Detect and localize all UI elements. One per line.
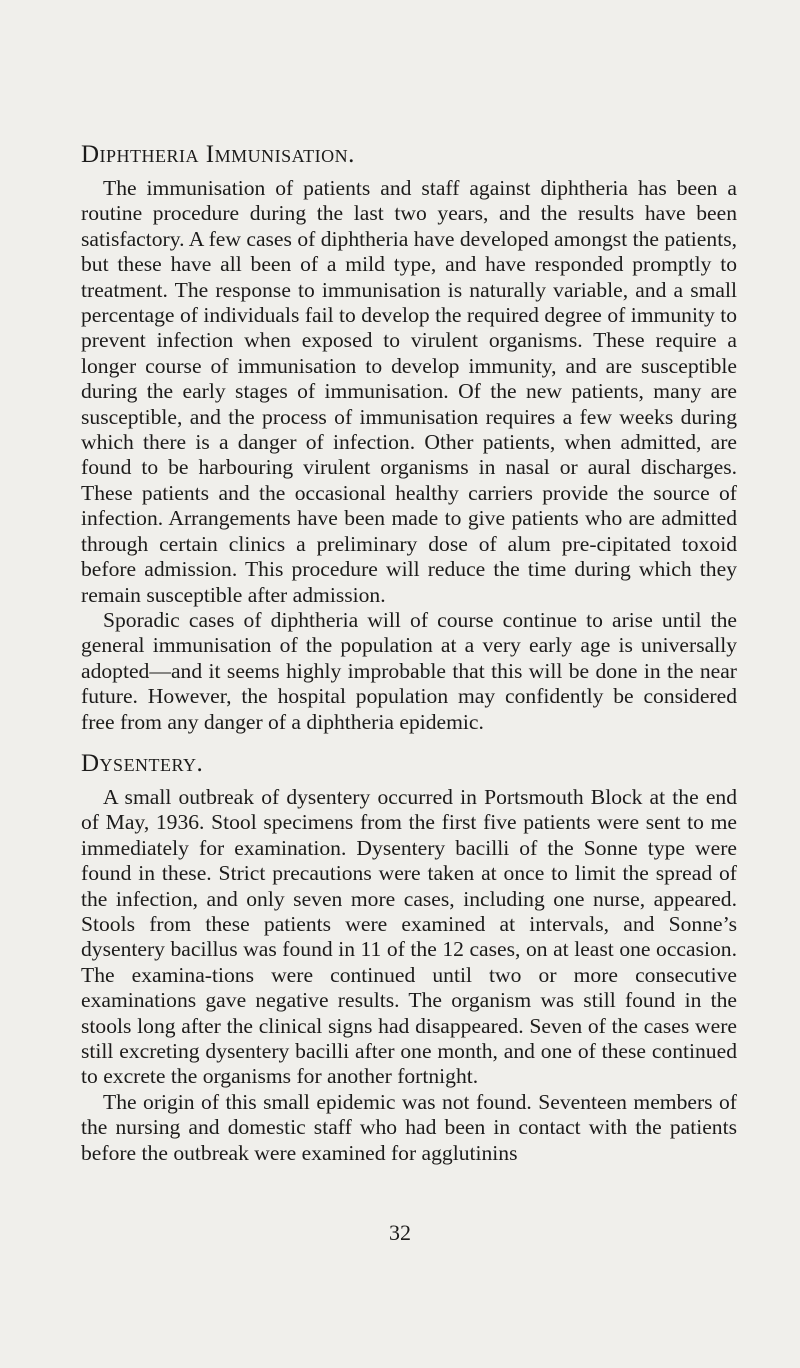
paragraph: The origin of this small epidemic was not found. Seventeen members of the nursing and domestic staff who had been in contact with the patients before the outbreak were examined for agglutinins (81, 1089, 737, 1165)
section-heading-diphtheria: Diphtheria Immunisation. (81, 141, 355, 168)
section-heading-dysentery: Dysentery. (81, 749, 204, 777)
page-number: 32 (389, 1220, 411, 1245)
paragraph: A small outbreak of dysentery occurred in Portsmouth Block at the end of May, 1936. Stool specimens from the first five patients were sent to me immediately for examination. Dysentery bacilli of the Sonne type were found in these. Strict precautions were taken at once to limit the spread of the infection, and only seven more cases, including one nurse, appeared. Stools from these patients were examined at intervals, and Sonne’s dysentery bacillus was found in 11 of the 12 cases, on at least one occasion. The examina-tions were continued until two or more consecutive examinations gave negative results. The organism was still found in the stools long after the clinical signs had disappeared. Seven of the cases were still excreting dysentery bacilli after one month, and one of these continued to excrete the organisms for another fortnight. (81, 784, 737, 1089)
page-content (81, 140, 737, 1166)
paragraph: The immunisation of patients and staff against diphtheria has been a routine procedure during the last two years, and the results have been satisfactory. A few cases of diphtheria have developed amongst the patients, but these have all been of a mild type, and have responded promptly to treatment. The response to immunisation is naturally variable, and a small percentage of individuals fail to develop the required degree of immunity to prevent infection when exposed to virulent organisms. These require a longer course of immunisation to develop immunity, and are susceptible during the early stages of immunisation. Of the new patients, many are susceptible, and the process of immunisation requires a few weeks during which there is a danger of infection. Other patients, when admitted, are found to be harbouring virulent organisms in nasal or aural discharges. These patients and the occasional healthy carriers provide the source of infection. Arrangements have been made to give patients who are admitted through certain clinics a preliminary dose of alum pre-cipitated toxoid before admission. This procedure will reduce the time during which they remain susceptible after admission. (81, 176, 737, 607)
paragraph: Sporadic cases of diphtheria will of course continue to arise until the general immunisation of the population at a very early age is universally adopted—and it seems highly improbable that this will be done in the near future. However, the hospital population may confidently be considered free from any danger of a diphtheria epidemic. (81, 607, 737, 734)
